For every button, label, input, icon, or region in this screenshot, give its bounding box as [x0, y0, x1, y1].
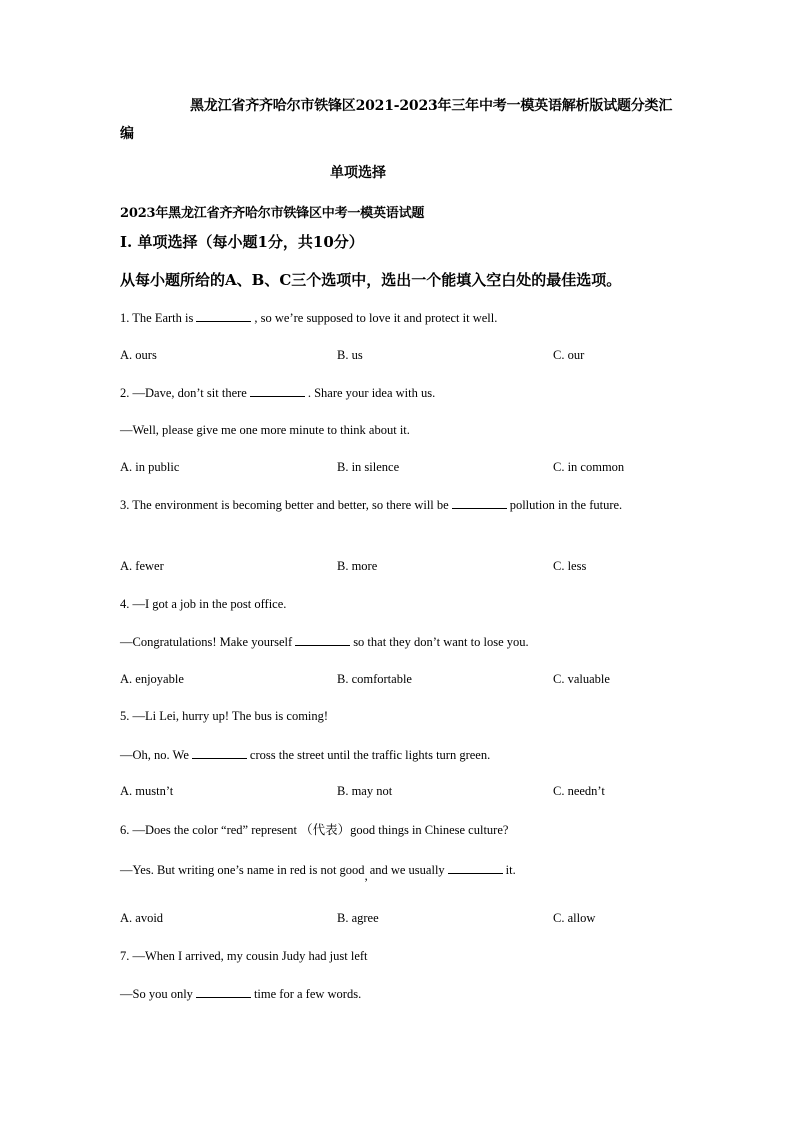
answer-blank	[196, 987, 251, 998]
question-3-option-a: A. fewer	[120, 559, 164, 573]
answer-blank	[295, 635, 350, 646]
question-5-reply: —Oh, no. We cross the street until the traffic lights turn green.	[120, 748, 491, 762]
question-6-option-c: C. allow	[553, 911, 596, 925]
question-6-reply: —Yes. But writing one’s name in red is not good, and we usually it.	[120, 863, 516, 883]
document-title: 黑龙江省齐齐哈尔市铁锋区2021-2023年三年中考一模英语解析版试题分类汇	[190, 98, 673, 114]
answer-blank	[452, 498, 507, 509]
question-1-option-a: A. ours	[120, 348, 157, 362]
exam-title: 2023年黑龙江省齐齐哈尔市铁锋区中考一模英语试题	[120, 206, 425, 221]
section-heading: 单项选择	[330, 165, 386, 181]
question-3-option-c: C. less	[553, 559, 587, 573]
document-title-continued: 编	[120, 126, 134, 142]
question-6-stem: 6. —Does the color “red” represent （代表）good things in Chinese culture?	[120, 823, 509, 837]
question-5-option-b: B. may not	[337, 784, 393, 798]
answer-blank	[192, 748, 247, 759]
question-6-option-b: B. agree	[337, 911, 379, 925]
part-heading: Ⅰ. 单项选择（每小题1分，共10分）	[120, 233, 364, 251]
question-1-stem: 1. The Earth is , so we’re supposed to love it and protect it well.	[120, 311, 498, 325]
question-4-stem: 4. —I got a job in the post office.	[120, 597, 287, 611]
question-1-option-b: B. us	[337, 348, 363, 362]
question-2-option-b: B. in silence	[337, 460, 400, 474]
question-2-option-c: C. in common	[553, 460, 625, 474]
question-2-stem: 2. —Dave, don’t sit there . Share your idea with us.	[120, 386, 436, 400]
question-2-option-a: A. in public	[120, 460, 180, 474]
question-3-stem: 3. The environment is becoming better and better, so there will be pollution in the future.	[120, 498, 623, 512]
question-5-option-a: A. mustn’t	[120, 784, 174, 798]
question-4-option-c: C. valuable	[553, 672, 610, 686]
question-4-option-b: B. comfortable	[337, 672, 412, 686]
question-5-stem: 5. —Li Lei, hurry up! The bus is coming!	[120, 709, 329, 723]
question-4-reply: —Congratulations! Make yourself so that they don’t want to lose you.	[120, 635, 529, 649]
question-6-option-a: A. avoid	[120, 911, 164, 925]
answer-blank	[250, 386, 305, 397]
question-1-option-c: C. our	[553, 348, 585, 362]
answer-blank	[448, 863, 503, 874]
instructions: 从每小题所给的A、B、C三个选项中，选出一个能填入空白处的最佳选项。	[120, 271, 622, 289]
answer-blank	[196, 311, 251, 322]
question-3-option-b: B. more	[337, 559, 378, 573]
question-4-option-a: A. enjoyable	[120, 672, 184, 686]
question-5-option-c: C. needn’t	[553, 784, 605, 798]
question-7-stem: 7. —When I arrived, my cousin Judy had just left	[120, 949, 368, 963]
question-7-reply: —So you only time for a few words.	[120, 987, 362, 1001]
question-2-reply: —Well, please give me one more minute to think about it.	[120, 423, 410, 437]
